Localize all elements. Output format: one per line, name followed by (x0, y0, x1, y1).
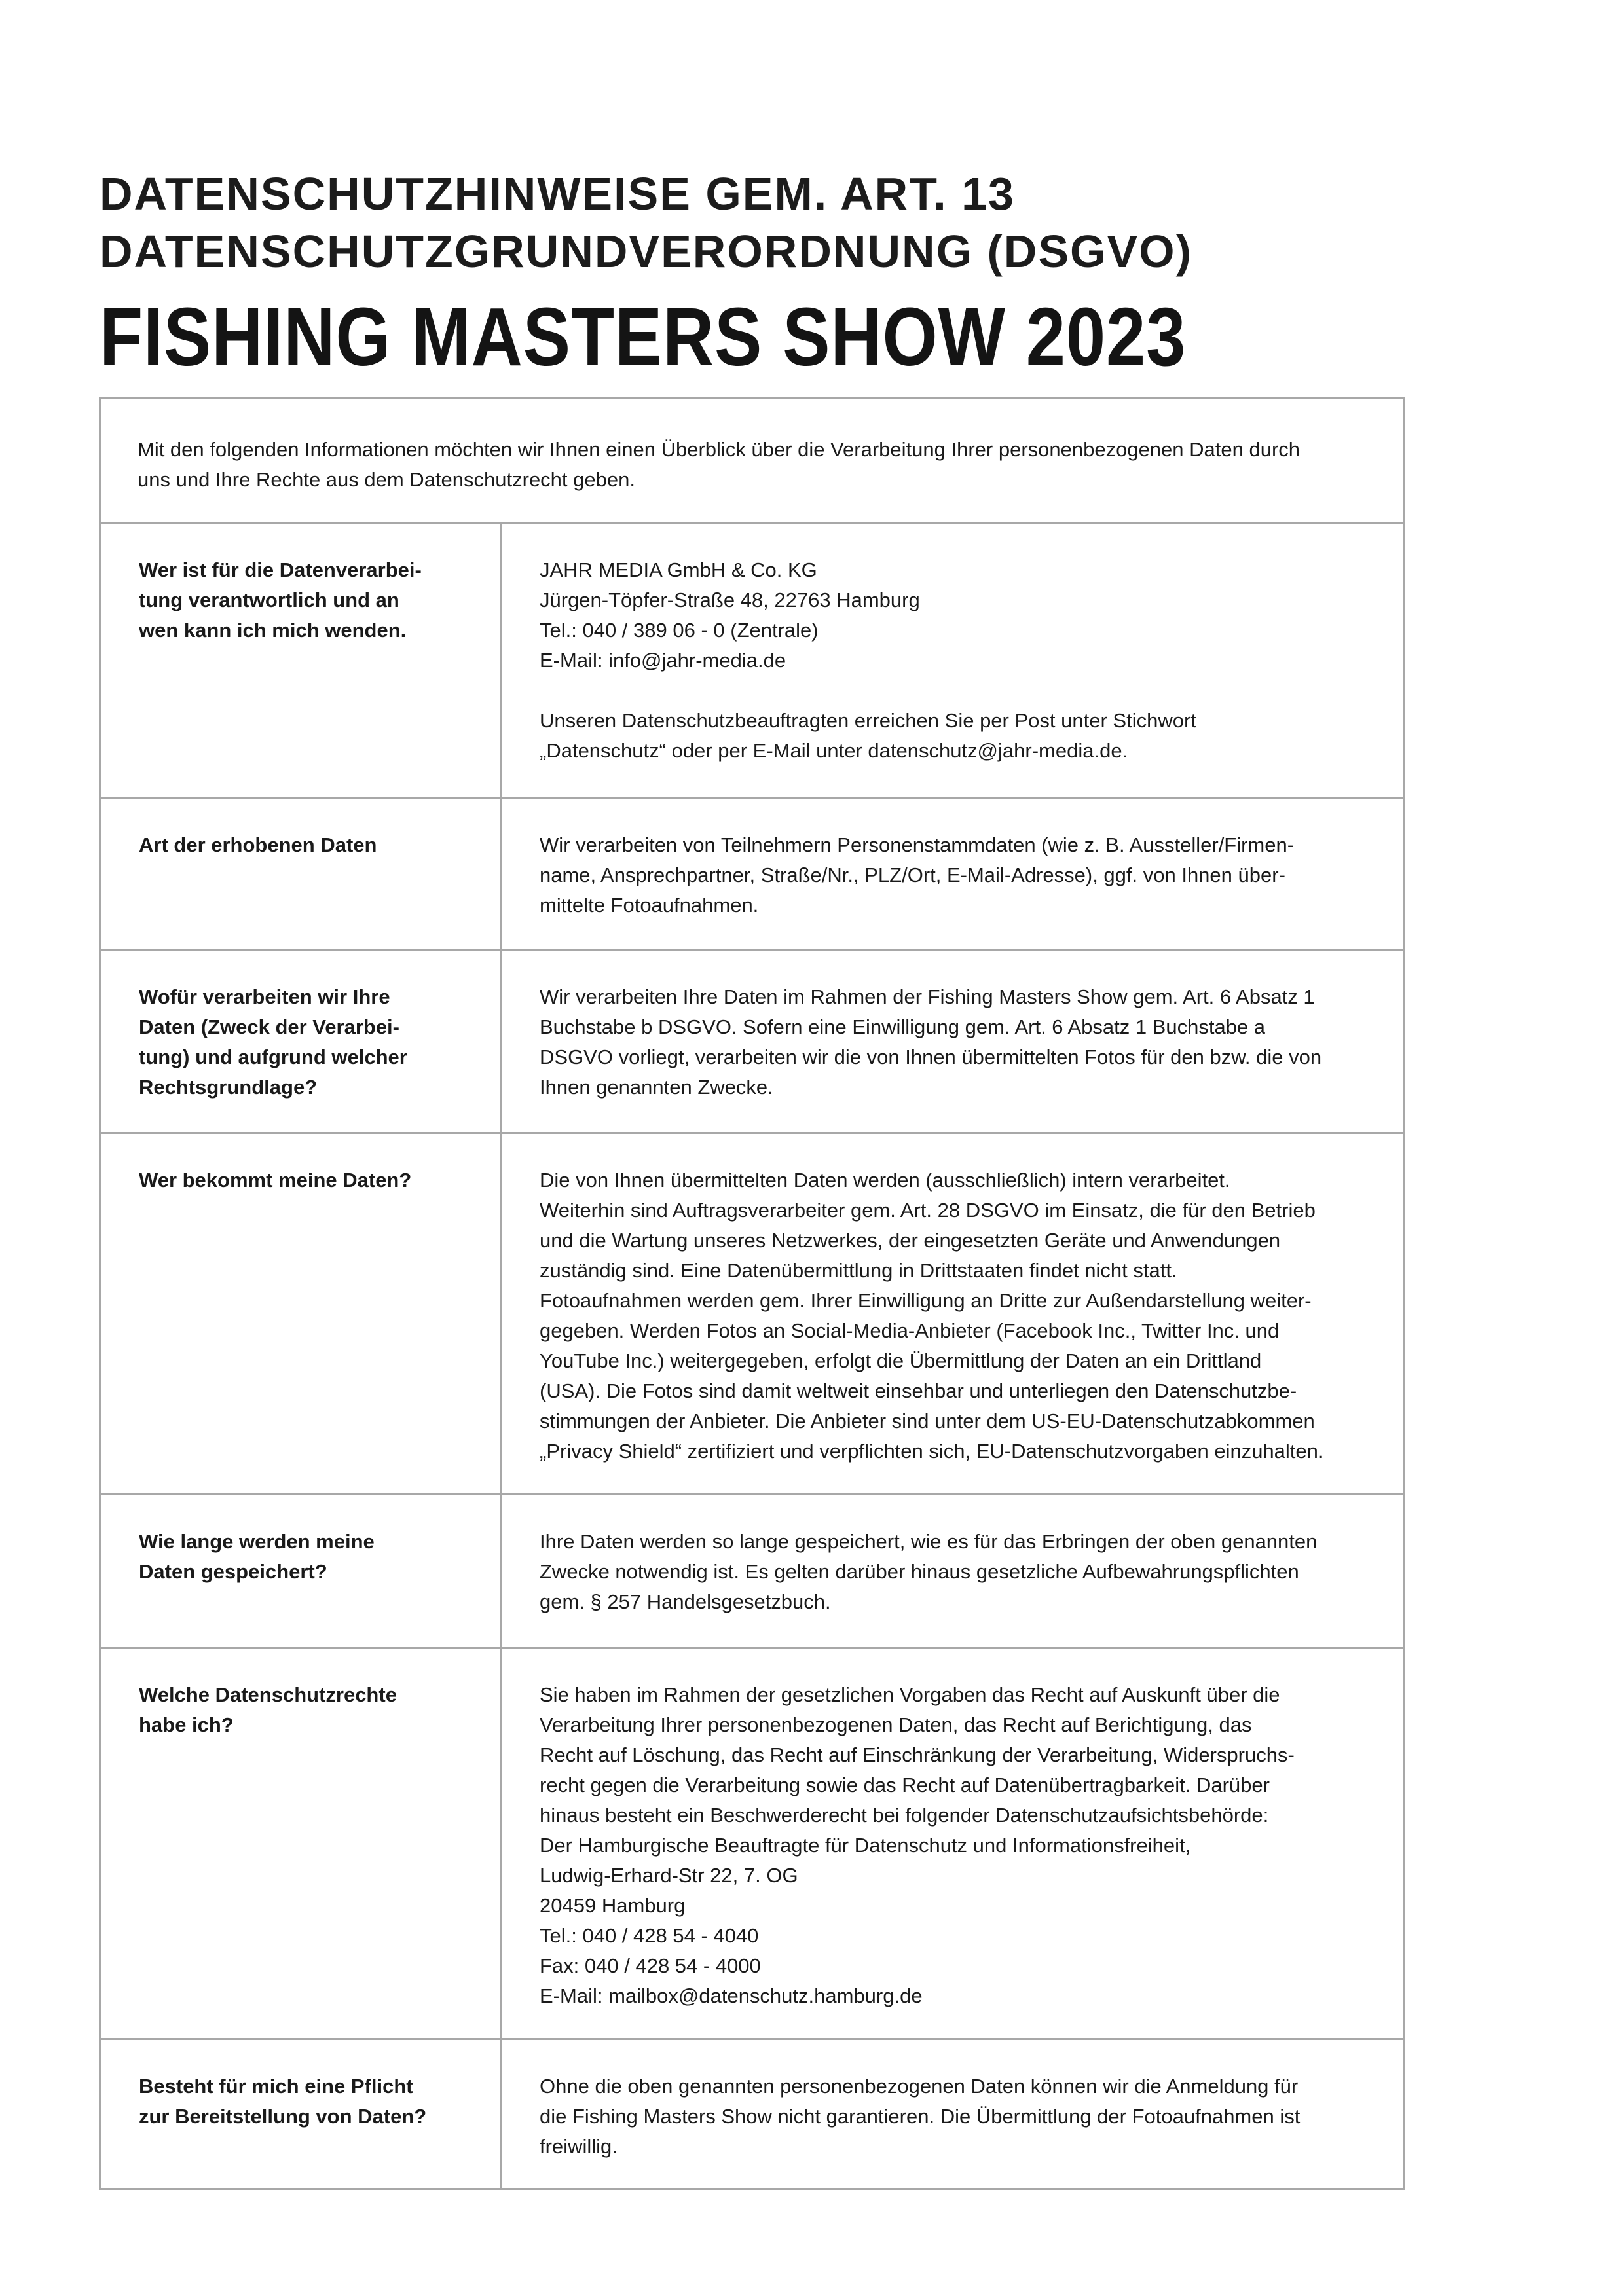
table-row-data-types (101, 799, 1403, 951)
question-line: habe ich? (139, 1713, 234, 1736)
answer-cell (502, 1495, 1403, 1647)
question-line: zur Bereitstellung von Daten? (139, 2105, 427, 2128)
question-cell (101, 799, 502, 949)
table-row-responsible (101, 524, 1403, 799)
privacy-table (99, 397, 1405, 2190)
answer-line: Wir verarbeiten von Teilnehmern Personenstammdaten (wie z. B. Aussteller/Firmen- (540, 833, 1295, 856)
answer-line: 20459 Hamburg (540, 1894, 686, 1917)
table-row-purpose (101, 951, 1403, 1134)
question-cell (101, 524, 502, 797)
answer-line: Sie haben im Rahmen der gesetzlichen Vorgaben das Recht auf Auskunft über die (540, 1683, 1280, 1706)
answer-line: E-Mail: info@jahr-media.de (540, 649, 786, 672)
table-row-recipients (101, 1134, 1403, 1495)
question-line: Besteht für mich eine Pflicht (139, 2075, 413, 2098)
answer-line: Verarbeitung Ihrer personenbezogenen Daten, das Recht auf Berichtigung, das (540, 1713, 1252, 1736)
table-row-rights (101, 1649, 1403, 2040)
intro-line: uns und Ihre Rechte aus dem Datenschutzrecht geben. (138, 468, 635, 491)
question-cell (101, 1495, 502, 1647)
answer-line: zuständig sind. Eine Datenübermittlung in Drittstaaten findet nicht statt. (540, 1259, 1177, 1282)
title-line-2: DATENSCHUTZGRUNDVERORDNUNG (DSGVO) (100, 226, 1192, 277)
answer-line: Tel.: 040 / 428 54 - 4040 (540, 1924, 759, 1947)
answer-cell (502, 1134, 1403, 1493)
answer-cell (502, 2040, 1403, 2188)
answer-line: „Datenschutz“ oder per E-Mail unter datenschutz@jahr-media.de. (540, 739, 1128, 762)
answer-line: Wir verarbeiten Ihre Daten im Rahmen der Fishing Masters Show gem. Art. 6 Absatz 1 (540, 985, 1315, 1008)
answer-line: E-Mail: mailbox@datenschutz.hamburg.de (540, 1984, 923, 2007)
answer-cell (502, 524, 1403, 797)
page-title: FISHING MASTERS SHOW 2023 (100, 291, 1187, 383)
question-line: Welche Datenschutzrechte (139, 1683, 397, 1706)
answer-line: Ihnen genannten Zwecke. (540, 1076, 773, 1099)
question-cell (101, 2040, 502, 2188)
answer-line: Ohne die oben genannten personenbezogenen Daten können wir die Anmeldung für (540, 2075, 1299, 2098)
answer-cell (502, 1649, 1403, 2038)
spacer (540, 676, 1367, 706)
answer-cell (502, 951, 1403, 1132)
answer-line: hinaus besteht ein Beschwerderecht bei folgender Datenschutzaufsichtsbehörde: (540, 1804, 1269, 1827)
intro-text (101, 399, 1403, 524)
question-line: Art der erhobenen Daten (139, 833, 377, 856)
answer-line: DSGVO vorliegt, verarbeiten wir die von Ihnen übermittelten Fotos für den bzw. die von (540, 1046, 1322, 1068)
answer-line: YouTube Inc.) weitergegeben, erfolgt die Übermittlung der Daten an ein Drittland (540, 1349, 1262, 1372)
answer-line: stimmungen der Anbieter. Die Anbieter sind unter dem US-EU-Datenschutzabkommen (540, 1410, 1315, 1432)
answer-line: Jürgen-Töpfer-Straße 48, 22763 Hamburg (540, 589, 920, 611)
answer-line: Die von Ihnen übermittelten Daten werden (ausschließlich) intern verarbeitet. (540, 1169, 1230, 1192)
document-header (100, 165, 1409, 386)
answer-line: Weiterhin sind Auftragsverarbeiter gem. Art. 28 DSGVO im Einsatz, die für den Betrieb (540, 1199, 1316, 1222)
answer-line: name, Ansprechpartner, Straße/Nr., PLZ/Ort, E-Mail-Adresse), ggf. von Ihnen über- (540, 864, 1285, 886)
answer-line: Ihre Daten werden so lange gespeichert, wie es für das Erbringen der oben genannten (540, 1530, 1318, 1553)
answer-line: mittelte Fotoaufnahmen. (540, 894, 759, 917)
answer-line: Buchstabe b DSGVO. Sofern eine Einwilligung gem. Art. 6 Absatz 1 Buchstabe a (540, 1015, 1266, 1038)
intro-line: Mit den folgenden Informationen möchten wir Ihnen einen Überblick über die Verarbeitung Ihrer personenbezogenen Daten durch (138, 438, 1301, 461)
answer-line: Der Hamburgische Beauftragte für Datenschutz und Informationsfreiheit, (540, 1834, 1191, 1857)
title-line-1: DATENSCHUTZHINWEISE GEM. ART. 13 (100, 168, 1015, 219)
answer-line: recht gegen die Verarbeitung sowie das Recht auf Datenübertragbarkeit. Darüber (540, 1774, 1270, 1796)
answer-line: Unseren Datenschutzbeauftragten erreichen Sie per Post unter Stichwort (540, 709, 1196, 732)
answer-line: die Fishing Masters Show nicht garantieren. Die Übermittlung der Fotoaufnahmen ist (540, 2105, 1301, 2128)
question-line: Daten gespeichert? (139, 1560, 327, 1583)
answer-line: gegeben. Werden Fotos an Social-Media-Anbieter (Facebook Inc., Twitter Inc. und (540, 1319, 1280, 1342)
answer-line: Tel.: 040 / 389 06 - 0 (Zentrale) (540, 619, 819, 642)
question-line: tung verantwortlich und an (139, 589, 399, 611)
question-line: Wer bekommt meine Daten? (139, 1169, 412, 1192)
answer-line: freiwillig. (540, 2135, 618, 2158)
question-line: Wie lange werden meine (139, 1530, 375, 1553)
answer-line: Fotoaufnahmen werden gem. Ihrer Einwilligung an Dritte zur Außendarstellung weiter- (540, 1289, 1312, 1312)
answer-line: Ludwig-Erhard-Str 22, 7. OG (540, 1864, 798, 1887)
answer-cell (502, 799, 1403, 949)
question-line: tung) und aufgrund welcher (139, 1046, 407, 1068)
table-row-retention (101, 1495, 1403, 1649)
answer-line: JAHR MEDIA GmbH & Co. KG (540, 558, 817, 581)
answer-line: gem. § 257 Handelsgesetzbuch. (540, 1590, 831, 1613)
question-line: Rechtsgrundlage? (139, 1076, 318, 1099)
question-line: Wofür verarbeiten wir Ihre (139, 985, 390, 1008)
question-line: Daten (Zweck der Verarbei- (139, 1015, 399, 1038)
answer-line: Fax: 040 / 428 54 - 4000 (540, 1954, 761, 1977)
answer-line: (USA). Die Fotos sind damit weltweit einsehbar und unterliegen den Datenschutzbe- (540, 1379, 1297, 1402)
question-cell (101, 1134, 502, 1493)
answer-line: und die Wartung unseres Netzwerkes, der eingesetzten Geräte und Anwendungen (540, 1229, 1281, 1252)
question-cell (101, 1649, 502, 2038)
answer-line: Zwecke notwendig ist. Es gelten darüber hinaus gesetzliche Aufbewahrungspflichten (540, 1560, 1299, 1583)
answer-line: „Privacy Shield“ zertifiziert und verpflichten sich, EU-Datenschutzvorgaben einzuhalten. (540, 1440, 1324, 1463)
question-line: Wer ist für die Datenverarbei- (139, 558, 422, 581)
question-line: wen kann ich mich wenden. (139, 619, 407, 642)
table-row-obligation (101, 2040, 1403, 2188)
question-cell (101, 951, 502, 1132)
answer-line: Recht auf Löschung, das Recht auf Einschränkung der Verarbeitung, Widerspruchs- (540, 1743, 1295, 1766)
